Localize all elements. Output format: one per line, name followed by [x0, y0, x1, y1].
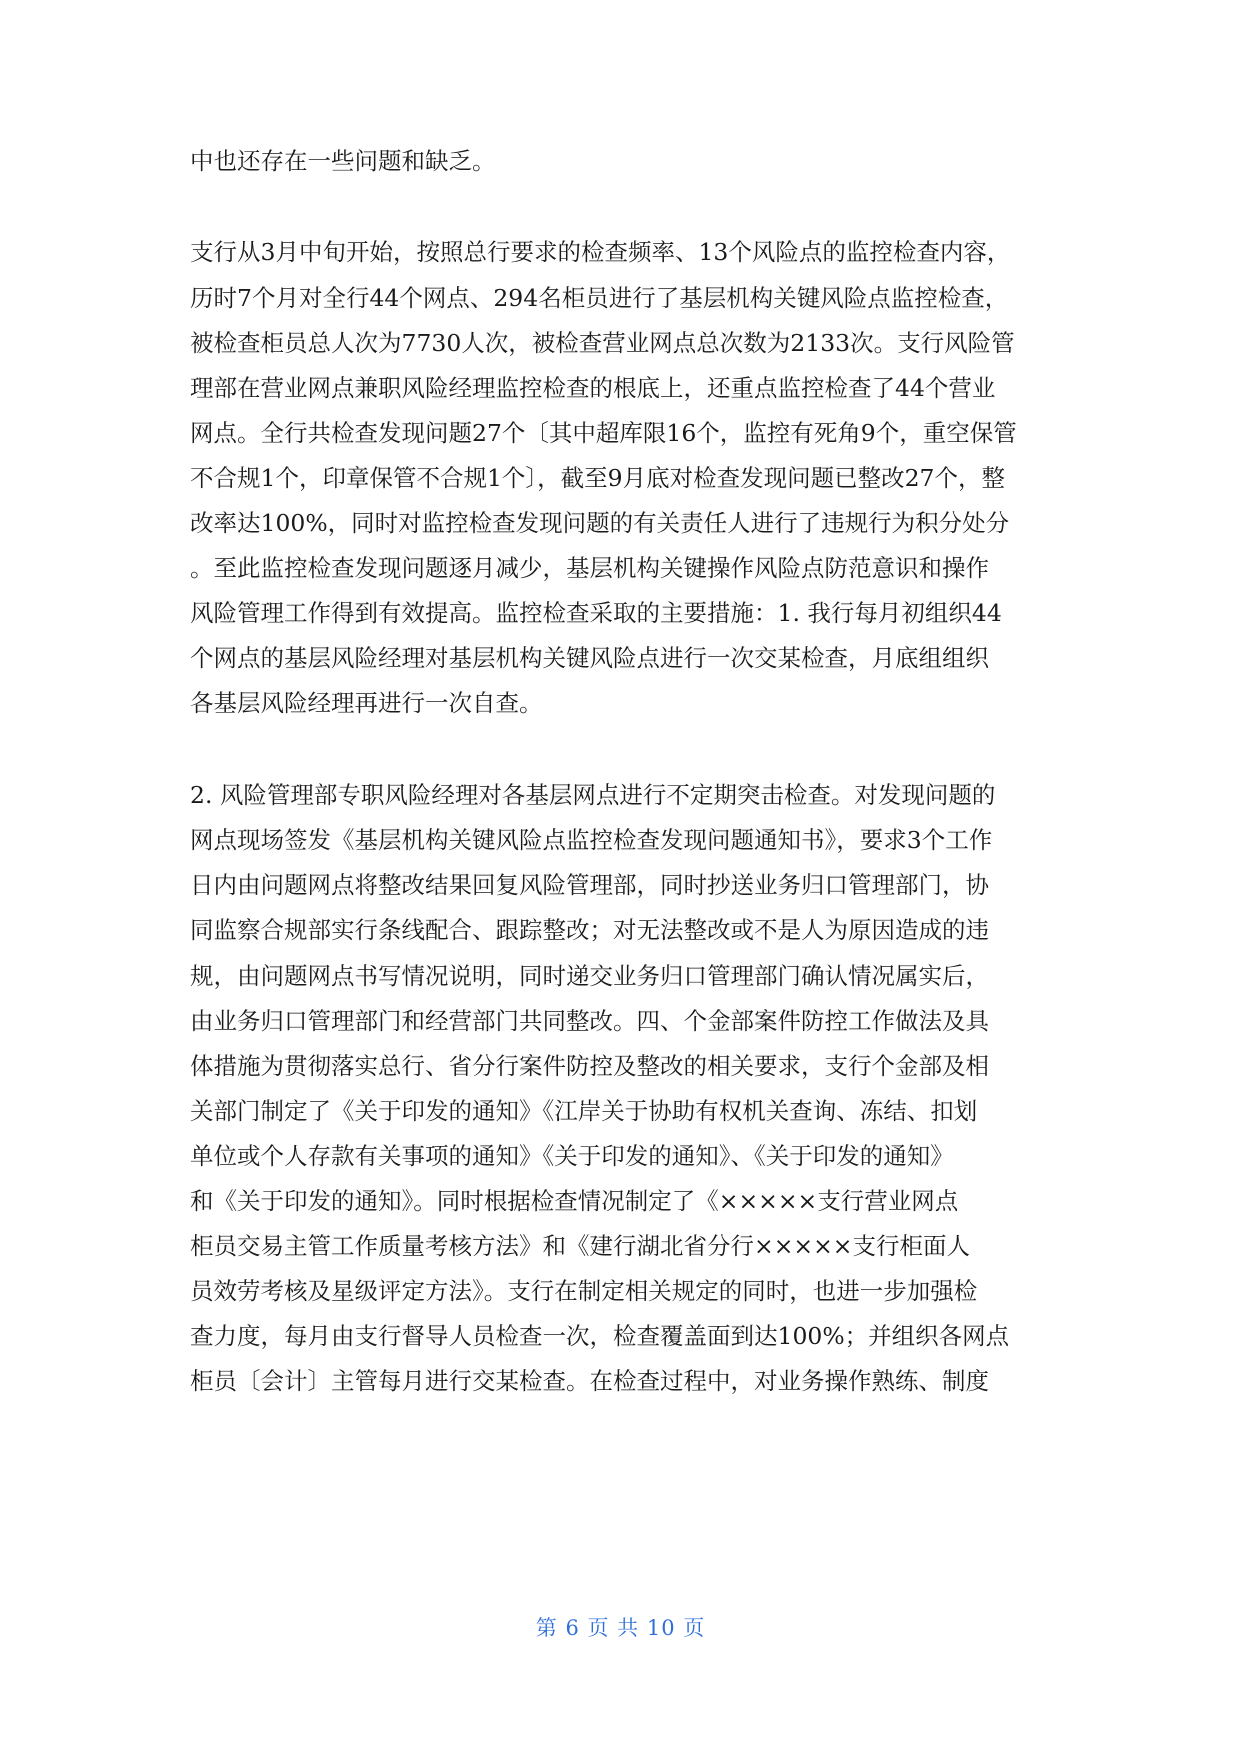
text-line: 理部在营业网点兼职风险经理监控检查的根底上，还重点监控检查了44个营业	[190, 374, 996, 402]
text-line: 网点。全行共检查发现问题27个〔其中超库限16个，监控有死角9个，重空保管	[190, 419, 1017, 447]
text-line: 风险管理工作得到有效提高。监控检查采取的主要措施：1. 我行每月初组织44	[190, 599, 1002, 627]
text-line: 中也还存在一些问题和缺乏。	[190, 147, 496, 175]
text-line: 2. 风险管理部专职风险经理对各基层网点进行不定期突击检查。对发现问题的	[190, 781, 996, 809]
text-line: 历时7个月对全行44个网点、294名柜员进行了基层机构关键风险点监控检查，	[190, 284, 1009, 312]
text-line: 各基层风险经理再进行一次自查。	[190, 689, 543, 717]
text-line: 规，由问题网点书写情况说明，同时递交业务归口管理部门确认情况属实后，	[190, 962, 989, 990]
text-line: 柜员〔会计〕主管每月进行交某检查。在检查过程中，对业务操作熟练、制度	[190, 1367, 989, 1395]
page-number: 第 6 页 共 10 页	[535, 1616, 706, 1640]
text-line: 员效劳考核及星级评定方法》。支行在制定相关规定的同时，也进一步加强检	[190, 1277, 978, 1305]
text-line: 关部门制定了《关于印发的通知》《江岸关于协助有权机关查询、冻结、扣划	[190, 1097, 978, 1125]
text-line: 改率达100%，同时对监控检查发现问题的有关责任人进行了违规行为积分处分	[190, 509, 1010, 537]
text-line: 个网点的基层风险经理对基层机构关键风险点进行一次交某检查，月底组组织	[190, 644, 989, 672]
text-line: 由业务归口管理部门和经营部门共同整改。四、个金部案件防控工作做法及具	[190, 1007, 989, 1035]
text-line: 支行从3月中旬开始，按照总行要求的检查频率、13个风险点的监控检查内容，	[190, 238, 1011, 266]
text-line: 单位或个人存款有关事项的通知》《关于印发的通知》、《关于印发的通知》	[190, 1142, 954, 1170]
text-line: 查力度，每月由支行督导人员检查一次，检查覆盖面到达100%；并组织各网点	[190, 1322, 1010, 1350]
text-line: 和《关于印发的通知》。同时根据检查情况制定了《×××××支行营业网点	[190, 1187, 959, 1215]
text-line: 。至此监控检查发现问题逐月减少，基层机构关键操作风险点防范意识和操作	[190, 554, 989, 582]
text-line: 网点现场签发《基层机构关键风险点监控检查发现问题通知书》，要求3个工作	[190, 826, 993, 854]
text-line: 不合规1个，印章保管不合规1个〕，截至9月底对检查发现问题已整改27个，整	[190, 464, 1006, 492]
text-line: 柜员交易主管工作质量考核方法》和《建行湖北省分行×××××支行柜面人	[190, 1232, 970, 1260]
text-line: 被检查柜员总人次为7730人次，被检查营业网点总次数为2133次。支行风险管	[190, 329, 1015, 357]
text-line: 同监察合规部实行条线配合、跟踪整改；对无法整改或不是人为原因造成的违	[190, 916, 989, 944]
text-line: 日内由问题网点将整改结果回复风险管理部，同时抄送业务归口管理部门，协	[190, 871, 989, 899]
text-line: 体措施为贯彻落实总行、省分行案件防控及整改的相关要求，支行个金部及相	[190, 1052, 989, 1080]
